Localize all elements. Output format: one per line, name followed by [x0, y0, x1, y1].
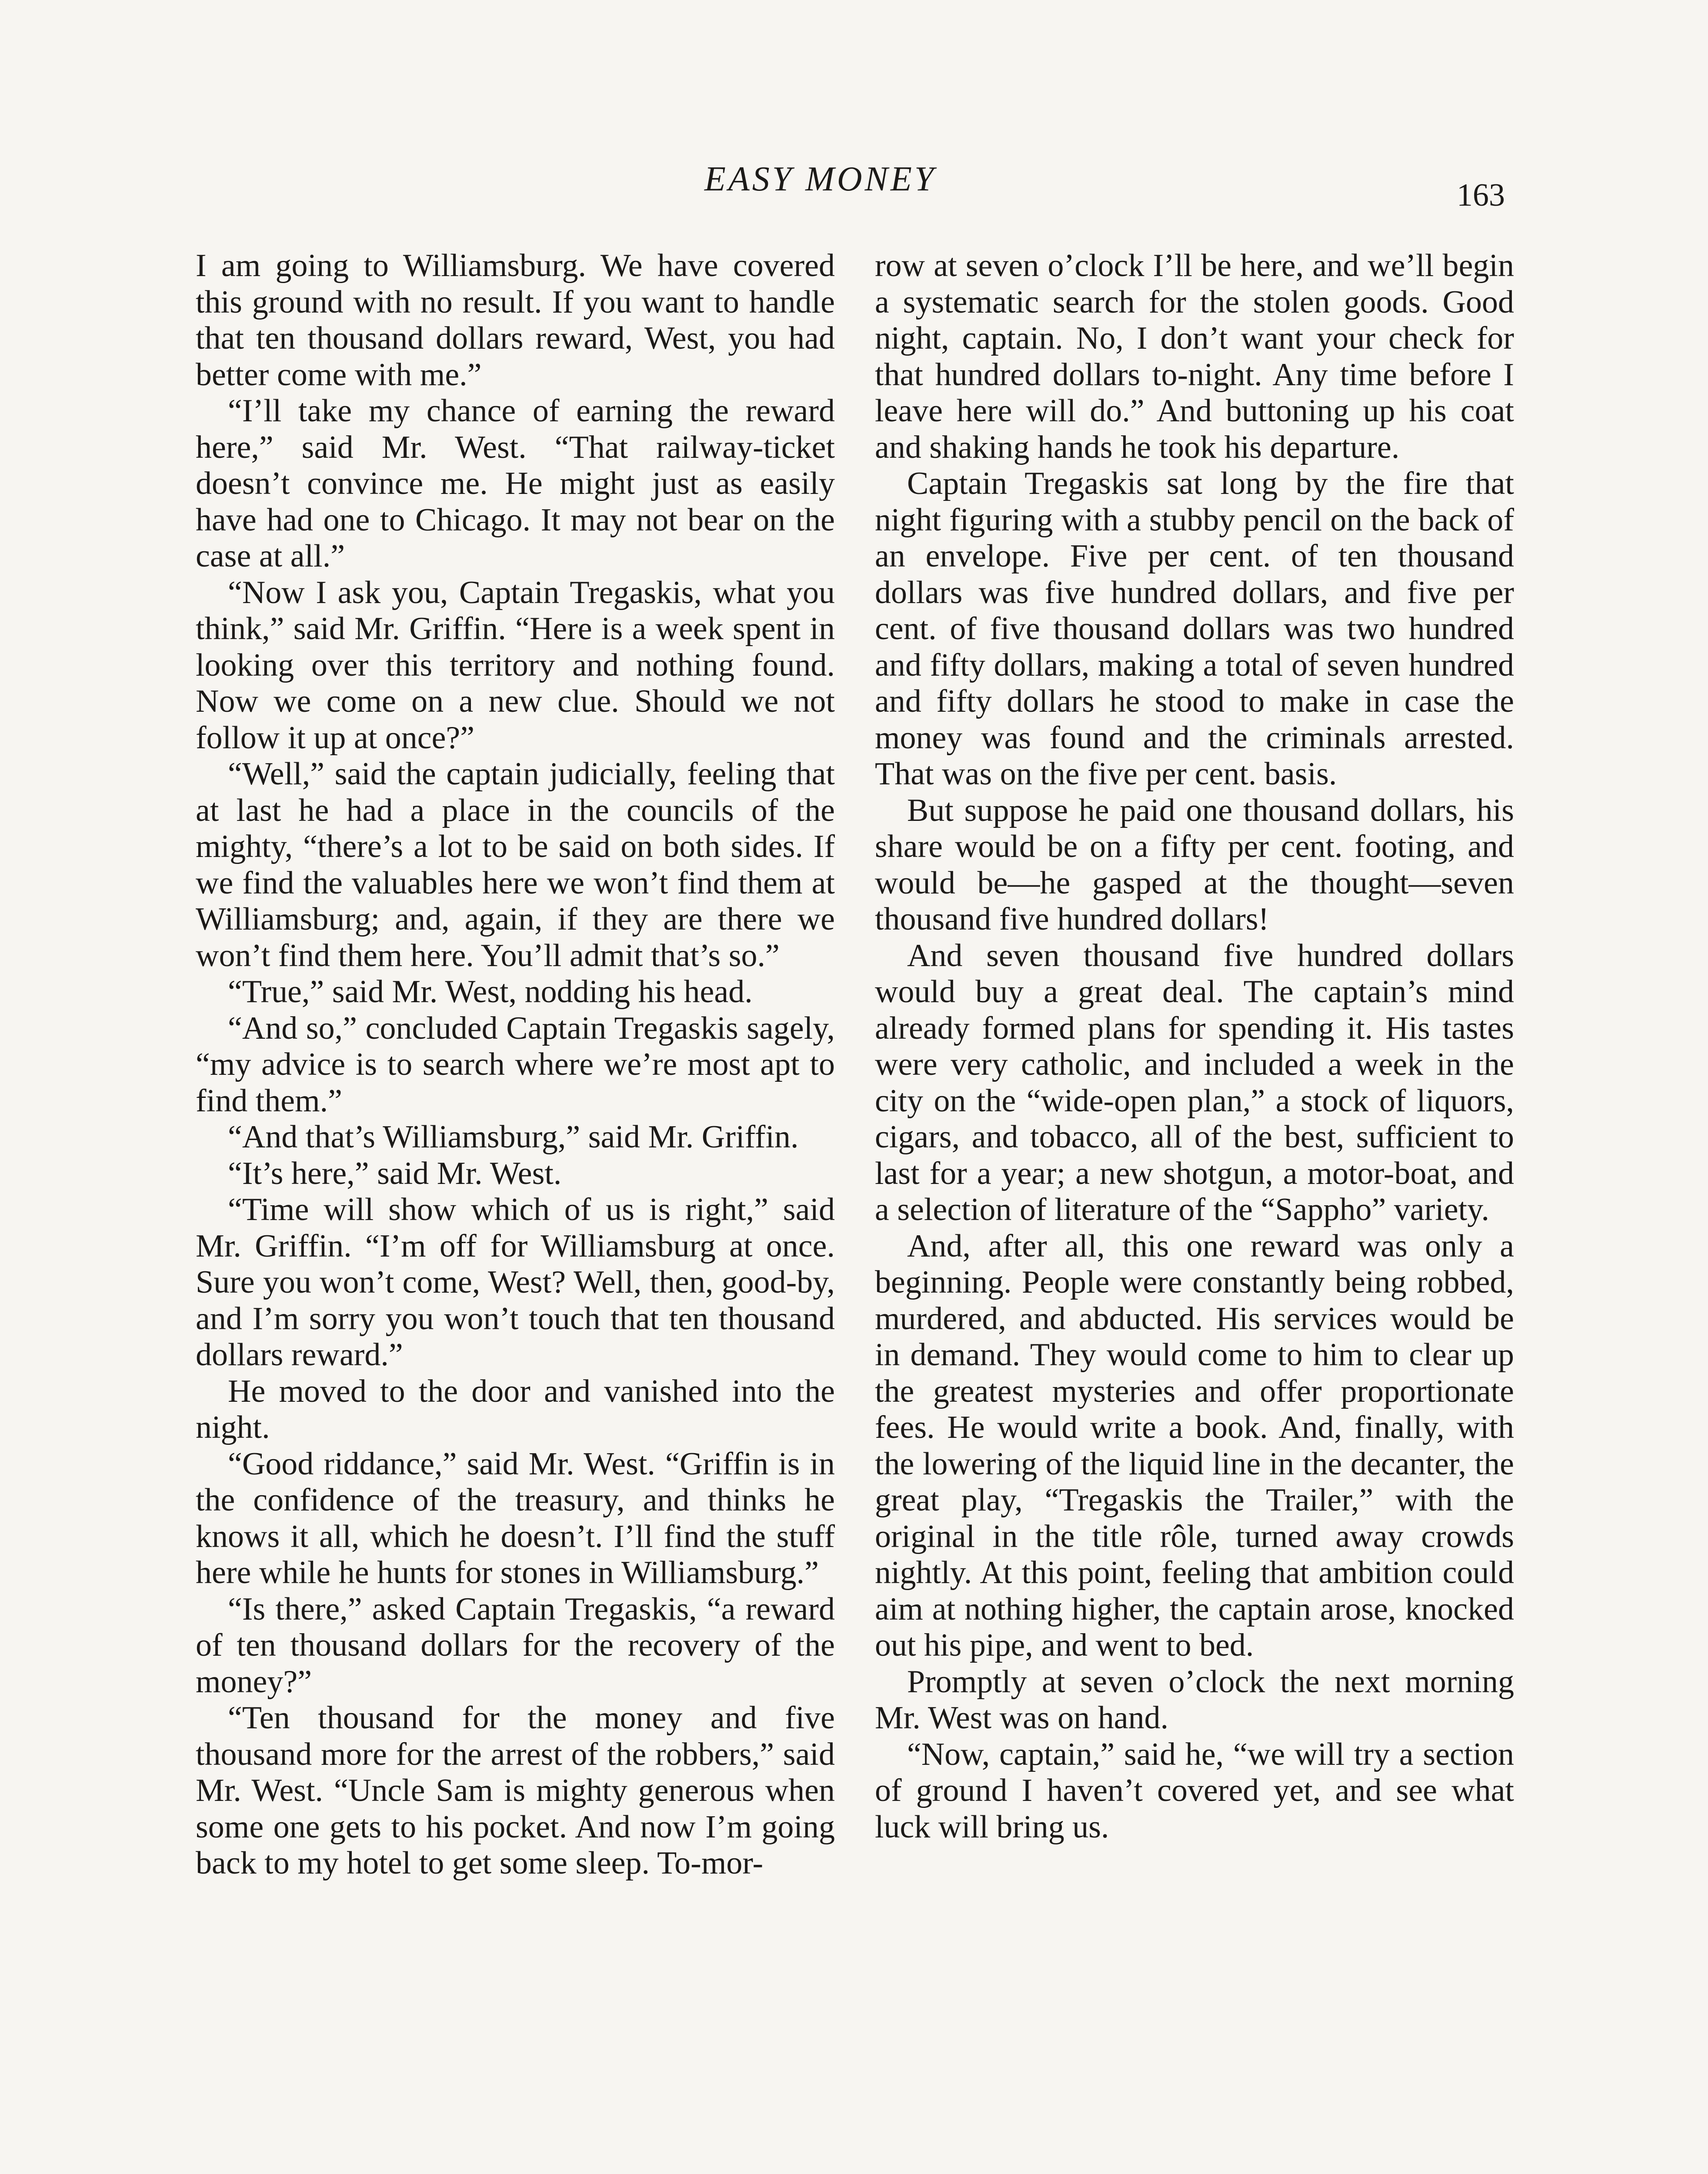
paragraph: “It’s here,” said Mr. West.: [228, 1155, 562, 1191]
paragraph: “I’ll take my chance of earning the reward here,” said Mr. West. “That railway-ticket doesn’t convince me. He might just as easily have had one to Chicago. It may not bear on the case at all.”: [196, 393, 835, 574]
paragraph: “Time will show which of us is right,” said Mr. Griffin. “I’m off for Williamsburg at once. Sure you won’t come, West? Well, then, good-by, and I’m sorry you won’t touch that ten thousand dollars reward.”: [196, 1192, 835, 1373]
paragraph: I am going to Williamsburg. We have covered this ground with no result. If you want to handle that ten thousand dollars reward, West, you had better come with me.”: [196, 248, 835, 393]
paragraph: row at seven o’clock I’ll be here, and we’ll begin a systematic search for the stolen goods. Good night, captain. No, I don’t want your check for that hundred dollars to-night. Any time before I leave here will do.” And buttoning up his coat and shaking hands he took his departure.: [875, 248, 1514, 465]
paragraph: And seven thousand five hundred dollars would buy a great deal. The captain’s mind already formed plans for spending it. His tastes were very catholic, and included a week in the city on the “wide-open plan,” a stock of liquors, cigars, and tobacco, all of the best, sufficient to last for a year; a new shotgun, a motor-boat, and a selection of literature of the “Sappho” variety.: [875, 937, 1514, 1227]
left-column: [196, 248, 835, 1882]
paragraph: “Well,” said the captain judicially, feeling that at last he had a place in the councils of the mighty, “there’s a lot to be said on both sides. If we find the valuables here we won’t find them at Williamsburg; and, again, if they are there we won’t find them here. You’ll admit that’s so.”: [196, 756, 835, 974]
paragraph: “Now I ask you, Captain Tregaskis, what you think,” said Mr. Griffin. “Here is a week spent in looking over this territory and nothing found. Now we come on a new clue. Should we not follow it up at once?”: [196, 574, 835, 756]
paragraph: “Now, captain,” said he, “we will try a section of ground I haven’t covered yet, and see what luck will bring us.: [875, 1736, 1514, 1845]
paragraph: “And that’s Williamsburg,” said Mr. Griffin.: [228, 1119, 799, 1155]
paragraph: “True,” said Mr. West, nodding his head.: [228, 974, 753, 1010]
running-head: EASY MONEY: [704, 160, 937, 198]
page-number: 163: [1457, 177, 1505, 213]
right-column: [875, 248, 1514, 1845]
paragraph: “Is there,” asked Captain Tregaskis, “a reward of ten thousand dollars for the recovery of the money?”: [196, 1591, 835, 1700]
paragraph: He moved to the door and vanished into the night.: [196, 1373, 835, 1445]
paragraph: “Ten thousand for the money and five thousand more for the arrest of the robbers,” said Mr. West. “Uncle Sam is mighty generous when some one gets to his pocket. And now I’m going back to my hotel to get some sleep. To-mor-: [196, 1700, 835, 1881]
paragraph: And, after all, this one reward was only a beginning. People were constantly being robbed, murdered, and abducted. His services would be in demand. They would come to him to clear up the greatest mysteries and offer proportionate fees. He would write a book. And, finally, with the lowering of the liquid line in the decanter, the great play, “Tregaskis the Trailer,” with the original in the title rôle, turned away crowds nightly. At this point, feeling that ambition could aim at nothing higher, the captain arose, knocked out his pipe, and went to bed.: [875, 1228, 1514, 1663]
paragraph: “Good riddance,” said Mr. West. “Griffin is in the confidence of the treasury, and thinks he knows it all, which he doesn’t. I’ll find the stuff here while he hunts for stones in Williamsburg.”: [196, 1446, 835, 1590]
paragraph: But suppose he paid one thousand dollars, his share would be on a fifty per cent. footing, and would be—he gasped at the thought—seven thousand five hundred dollars!: [875, 792, 1514, 937]
paragraph: Promptly at seven o’clock the next morning Mr. West was on hand.: [875, 1664, 1514, 1736]
paragraph: Captain Tregaskis sat long by the fire that night figuring with a stubby pencil on the back of an envelope. Five per cent. of ten thousand dollars was five hundred dollars, and five per cent. of five thousand dollars was two hundred and fifty dollars, making a total of seven hundred and fifty dollars he stood to make in case the money was found and the criminals arrested. That was on the five per cent. basis.: [875, 466, 1514, 792]
paragraph: “And so,” concluded Captain Tregaskis sagely, “my advice is to search where we’re most apt to find them.”: [196, 1010, 835, 1119]
